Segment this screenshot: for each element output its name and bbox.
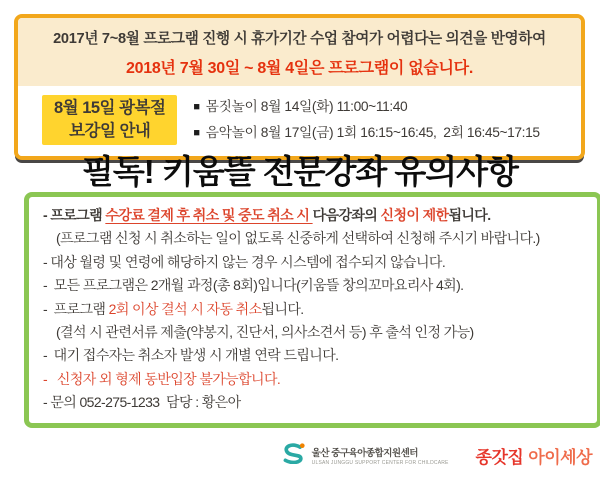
notice-line-segment: 신청이 제한 — [380, 207, 449, 223]
notice-line-segment: 2회 이상 결석 시 자동 취소 — [108, 300, 262, 317]
makeup-label-line1: 8월 15일 광복절 — [54, 98, 166, 117]
notice-line-segment: - 프로그램 — [43, 207, 106, 223]
notice-line — [43, 298, 597, 321]
bullet-square-icon: ■ — [193, 101, 200, 113]
notice-line — [43, 251, 597, 274]
notice-line-segment: 됩니다. — [261, 300, 304, 317]
notice-line — [43, 274, 597, 297]
notice-line — [43, 204, 597, 227]
notice-line-segment: - 대상 월령 및 연령에 해당하지 않는 경우 시스템에 접수되지 않습니다. — [43, 253, 446, 270]
footer-logos — [277, 423, 592, 488]
notice-line-segment: - 신청자 외 형제 동반입장 불가능합니다. — [43, 370, 281, 387]
notice-line — [43, 391, 597, 414]
makeup-schedule-text: 몸짓놀이 8월 14일(화) 11:00~11:40 — [205, 99, 408, 114]
notice-line-segment: - 모든 프로그램은 2개월 과정(총 8회)입니다(키움뜰 창의꼬마요리사 4회). — [43, 277, 464, 294]
center-name-block — [312, 445, 449, 466]
center-name-english: ULSAN JUNGGU SUPPORT CENTER FOR CHILDCARE — [311, 460, 449, 466]
notice-line-segment: - 프로그램 — [43, 300, 109, 317]
center-logo-icon — [277, 442, 307, 469]
makeup-label-line2: 보강일 안내 — [69, 122, 151, 140]
bullet-square-icon: ■ — [193, 127, 200, 139]
makeup-schedule-item — [193, 94, 539, 120]
notice-line-segment: 다음강좌의 — [312, 207, 381, 223]
makeup-schedule-list — [193, 94, 539, 146]
page-title: 필독! 키움뜰 전문강좌 유의사항 — [82, 153, 518, 190]
brand-part1: 종갓집 — [475, 448, 524, 467]
notice-line-segment: - 대기 접수자는 취소자 발생 시 개별 연락 드립니다. — [43, 347, 339, 364]
pause-dates-text: 2018년 7월 30일 ~ 8월 4일은 프로그램이 없습니다. — [126, 60, 473, 77]
notice-line-segment: (결석 시 관련서류 제출(약봉지, 진단서, 의사소견서 등) 후 출석 인정 가능) — [56, 324, 474, 341]
holiday-notice-box — [14, 14, 585, 160]
makeup-day-label — [42, 95, 177, 146]
notice-line — [43, 368, 597, 391]
makeup-schedule-text: 음악놀이 8월 17일(금) 1회 16:15~16:45, 2회 16:45~17:15 — [205, 125, 540, 140]
notice-line — [43, 344, 597, 367]
pause-reason-text: 2017년 7~8월 프로그램 진행 시 휴가기간 수업 참여가 어렵다는 의견을 반영하여 — [53, 31, 546, 47]
makeup-schedule-item — [193, 120, 539, 146]
notice-line-segment: (프로그램 신청 시 취소하는 일이 없도록 신중하게 선택하여 신청해 주시기 바랍니다.) — [56, 230, 540, 247]
notice-line-segment: 됩니다. — [448, 207, 491, 223]
brand-part2: 아이세상 — [528, 448, 592, 467]
notes-box — [24, 192, 600, 428]
center-name: 울산 중구육아종합지원센터 — [311, 448, 418, 459]
notice-line-segment: 수강료 결제 후 취소 및 중도 취소 시 — [105, 207, 313, 223]
brand-logo-text — [459, 423, 592, 488]
notice-line — [43, 321, 597, 344]
program-pause-notice — [18, 18, 581, 86]
notice-line-segment: - 문의 052-275-1233 담당 : 황은아 — [43, 394, 241, 411]
notice-line — [43, 227, 597, 250]
